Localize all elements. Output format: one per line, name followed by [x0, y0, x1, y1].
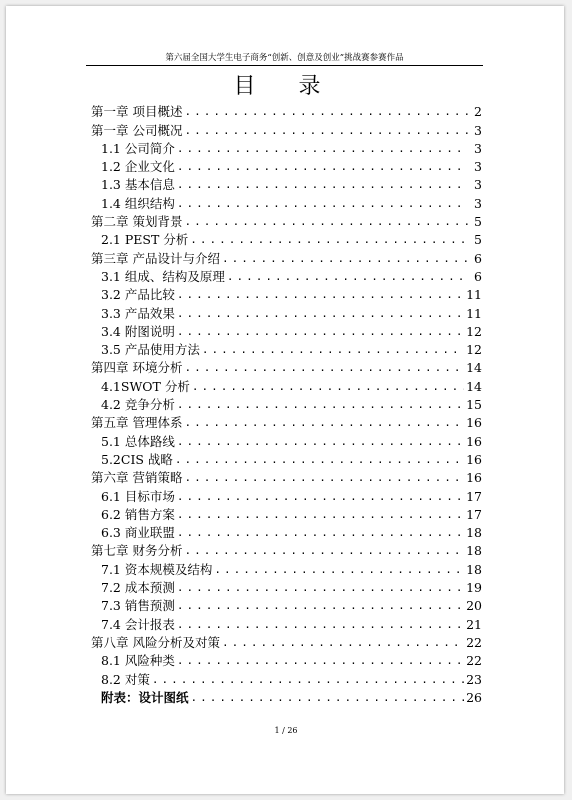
- toc-entry[interactable]: [91, 322, 482, 340]
- toc-entry[interactable]: [91, 212, 482, 230]
- toc-entry-label: 1.1 公司简介: [101, 140, 175, 156]
- toc-entry[interactable]: [91, 688, 482, 706]
- toc-dot-leader: [190, 232, 468, 248]
- toc-entry[interactable]: [91, 559, 482, 577]
- toc-entry-page-number: 14: [466, 378, 482, 394]
- toc-dot-leader: [177, 598, 464, 614]
- toc-entry-label: 8.2 对策: [101, 671, 150, 687]
- toc-entry[interactable]: [91, 193, 482, 211]
- toc-dot-leader: [202, 342, 464, 358]
- toc-entry-label: 3.4 附图说明: [101, 323, 175, 339]
- toc-entry-page-number: 17: [466, 488, 482, 504]
- toc-entry-label: 6.1 目标市场: [101, 488, 175, 504]
- toc-entry-label: 第二章 策划背景: [91, 214, 183, 230]
- toc-entry[interactable]: [91, 102, 482, 120]
- page-number: 1 / 26: [274, 726, 298, 735]
- toc-entry-page-number: 3: [474, 177, 482, 193]
- toc-entry-page-number: 6: [474, 268, 482, 284]
- toc-entry-page-number: 16: [466, 415, 482, 431]
- toc-entry-label: 第八章 风险分析及对策: [91, 634, 220, 650]
- toc-entry[interactable]: [91, 248, 482, 266]
- toc-entry-label: 1.2 企业文化: [101, 159, 175, 175]
- toc-entry-label: 2.1 PEST 分析: [101, 232, 189, 248]
- toc-entry-page-number: 17: [466, 506, 482, 522]
- toc-entry[interactable]: [91, 267, 482, 285]
- toc-entry[interactable]: [91, 139, 482, 157]
- toc-entry-page-number: 12: [466, 342, 482, 358]
- toc-dot-leader: [177, 196, 468, 212]
- toc-entry-page-number: 21: [466, 616, 482, 632]
- toc-entry-label: 第一章 公司概况: [91, 122, 183, 138]
- toc-entry-page-number: 23: [466, 671, 482, 687]
- toc-entry-page-number: 18: [466, 561, 482, 577]
- toc-entry-label: 附表：设计图纸: [101, 689, 189, 705]
- header-rule: [86, 65, 483, 66]
- toc-dot-leader: [184, 214, 468, 230]
- toc-entry-page-number: 22: [466, 634, 482, 650]
- toc-dot-leader: [184, 543, 464, 559]
- toc-entry-page-number: 20: [466, 598, 482, 614]
- toc-entry[interactable]: [91, 303, 482, 321]
- toc-entry[interactable]: [91, 450, 482, 468]
- toc-dot-leader: [192, 379, 464, 395]
- toc-entry-page-number: 26: [466, 689, 482, 705]
- toc-entry-page-number: 14: [466, 360, 482, 376]
- toc-entry-label: 6.2 销售方案: [101, 506, 175, 522]
- toc-dot-leader: [177, 177, 468, 193]
- toc-dot-leader: [177, 141, 468, 157]
- toc-entry-page-number: 16: [466, 433, 482, 449]
- toc-dot-leader: [152, 672, 464, 688]
- toc-entry[interactable]: [91, 486, 482, 504]
- toc-entry-label: 4.2 竞争分析: [101, 397, 175, 413]
- toc-entry-page-number: 5: [474, 214, 482, 230]
- page-header: 第六届全国大学生电子商务“创新、创意及创业”挑战赛参赛作品: [165, 53, 404, 63]
- toc-dot-leader: [177, 306, 464, 322]
- toc-entry-page-number: 22: [466, 653, 482, 669]
- toc-entry-label: 第五章 管理体系: [91, 415, 183, 431]
- page-title: 目 录: [233, 74, 339, 99]
- toc-entry-page-number: 5: [474, 232, 482, 248]
- toc-entry[interactable]: [91, 413, 482, 431]
- toc-entry-label: 第三章 产品设计与介绍: [91, 250, 220, 266]
- toc-dot-leader: [177, 159, 468, 175]
- toc-entry[interactable]: [91, 578, 482, 596]
- toc-entry-page-number: 2: [474, 104, 482, 120]
- toc-entry[interactable]: [91, 651, 482, 669]
- toc-dot-leader: [177, 507, 464, 523]
- toc-entry-label: 1.4 组织结构: [101, 195, 175, 211]
- toc-dot-leader: [227, 269, 468, 285]
- toc-entry[interactable]: [91, 596, 482, 614]
- toc-entry-page-number: 15: [466, 397, 482, 413]
- toc-dot-leader: [184, 104, 468, 120]
- toc-dot-leader: [177, 617, 464, 633]
- toc-entry-label: 8.1 风险种类: [101, 653, 175, 669]
- toc-dot-leader: [175, 452, 464, 468]
- toc-entry-page-number: 3: [474, 195, 482, 211]
- toc-entry[interactable]: [91, 669, 482, 687]
- toc-entry-label: 7.3 销售预测: [101, 598, 175, 614]
- toc-entry[interactable]: [91, 175, 482, 193]
- toc-entry-page-number: 19: [466, 580, 482, 596]
- toc-entry[interactable]: [91, 285, 482, 303]
- toc-entry[interactable]: [91, 541, 482, 559]
- toc-entry[interactable]: [91, 505, 482, 523]
- toc-dot-leader: [222, 635, 464, 651]
- toc-entry[interactable]: [91, 376, 482, 394]
- toc-dot-leader: [177, 489, 464, 505]
- toc-entry-page-number: 16: [466, 451, 482, 467]
- toc-entry-label: 6.3 商业联盟: [101, 525, 175, 541]
- toc-dot-leader: [184, 123, 468, 139]
- toc-entry-label: 7.4 会计报表: [101, 616, 175, 632]
- toc-entry[interactable]: [91, 340, 482, 358]
- toc-dot-leader: [177, 653, 464, 669]
- toc-dot-leader: [191, 690, 465, 706]
- toc-entry-label: 3.3 产品效果: [101, 305, 175, 321]
- toc-dot-leader: [177, 434, 464, 450]
- toc-dot-leader: [177, 580, 464, 596]
- toc-entry[interactable]: [91, 230, 482, 248]
- toc-entry-page-number: 3: [474, 122, 482, 138]
- toc-entry-page-number: 18: [466, 543, 482, 559]
- toc-dot-leader: [184, 415, 464, 431]
- toc-entry[interactable]: [91, 614, 482, 632]
- toc-entry[interactable]: [91, 157, 482, 175]
- toc-entry-label: 7.2 成本预测: [101, 580, 175, 596]
- toc-entry[interactable]: [91, 633, 482, 651]
- toc-dot-leader: [214, 562, 464, 578]
- toc-entry-label: 5.2CIS 战略: [101, 451, 173, 467]
- toc-entry-label: 4.1SWOT 分析: [101, 378, 190, 394]
- toc-entry-label: 第四章 环境分析: [91, 360, 183, 376]
- toc-dot-leader: [222, 251, 468, 267]
- toc-entry-label: 第七章 财务分析: [91, 543, 183, 559]
- toc-dot-leader: [184, 470, 464, 486]
- toc-entry-page-number: 16: [466, 470, 482, 486]
- toc-entry-label: 1.3 基本信息: [101, 177, 175, 193]
- toc-dot-leader: [177, 324, 464, 340]
- toc-entry-label: 3.5 产品使用方法: [101, 342, 200, 358]
- toc-entry-label: 3.1 组成、结构及原理: [101, 268, 225, 284]
- toc-entry-page-number: 11: [466, 305, 482, 321]
- toc-dot-leader: [177, 525, 464, 541]
- toc-entry-page-number: 12: [466, 323, 482, 339]
- toc-entry-label: 5.1 总体路线: [101, 433, 175, 449]
- toc-entry-label: 第六章 营销策略: [91, 470, 183, 486]
- toc-entry-page-number: 11: [466, 287, 482, 303]
- toc-entry-label: 第一章 项目概述: [91, 104, 183, 120]
- toc-entry[interactable]: [91, 523, 482, 541]
- toc-entry-page-number: 18: [466, 525, 482, 541]
- toc-entry[interactable]: [91, 468, 482, 486]
- toc-dot-leader: [184, 360, 464, 376]
- toc-dot-leader: [177, 287, 464, 303]
- toc-entry[interactable]: [91, 358, 482, 376]
- toc-entry[interactable]: [91, 120, 482, 138]
- toc-entry[interactable]: [91, 395, 482, 413]
- toc-entry-label: 7.1 资本规模及结构: [101, 561, 213, 577]
- toc-dot-leader: [177, 397, 464, 413]
- toc-entry-page-number: 3: [474, 140, 482, 156]
- toc-entry-page-number: 6: [474, 250, 482, 266]
- table-of-contents: [91, 102, 482, 706]
- toc-entry[interactable]: [91, 431, 482, 449]
- toc-entry-label: 3.2 产品比较: [101, 287, 175, 303]
- toc-entry-page-number: 3: [474, 159, 482, 175]
